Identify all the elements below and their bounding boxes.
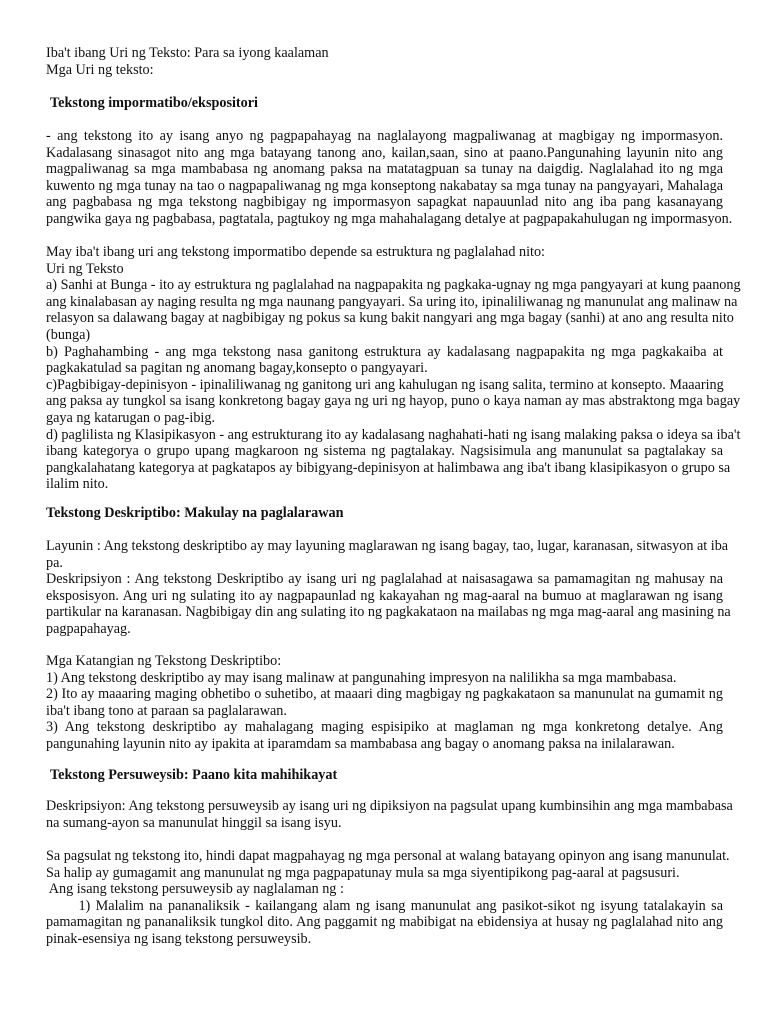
text-line: Layunin : Ang tekstong deskriptibo ay may layuning maglarawan ng isang bagay, tao, lugar, karanasan, sitwasyon at iba	[46, 538, 729, 554]
text-line: ibang kategorya o grupo upang magkaroon ng sistema ng pagtalakay. Nagsisimula ang manunulat sa pagtalakay sa	[46, 443, 723, 460]
section-heading-deskriptibo: Tekstong Deskriptibo: Makulay na paglalarawan	[46, 505, 344, 521]
text-line: d) paglilista ng Klasipikasyon - ang estrukturang ito ay kadalasang naghahati-hati ng isang malaking paksa o ideya sa iba't	[46, 426, 741, 443]
text-line: 1) Malalim na pananaliksik - kailangang alam ng isang manunulat ang pasikot-sikot ng isyung tatalakayin sa	[46, 897, 723, 914]
text-line: Sa pagsulat ng tekstong ito, hindi dapat magpahayag ng mga personal at walang batayang opinyon ang isang manunulat.	[46, 848, 730, 864]
text-line: pangkalahatang kategorya at pagkatapos ay bibigyang-depinisyon at halimbawa ang iba't ibang klasipikasyon o grupo sa	[46, 459, 731, 476]
text-line: ang kinalabasan ay naging resulta ng mga naunang pangyayari. Sa uring ito, ipinaliliwanag ng manunulat ang malinaw na	[46, 293, 738, 310]
document-title: Iba't ibang Uri ng Tekstо: Para sa iyong kaalaman	[46, 45, 329, 61]
text-line: ilalim nito.	[46, 476, 109, 493]
text-line: 1) Ang tekstong deskriptibo ay may isang malinaw at pangunahing impresyon na nalilikha sa mga mambabasa.	[46, 669, 677, 686]
text-line: magpaliwanag sa mga mambabasa ng anomang paksa na matatagpuan sa tunay na daigdig. Naglalahad ito ng mga	[46, 161, 723, 178]
paragraph-uri-ng-teksto	[46, 244, 741, 493]
paragraph-deskripsiyon-persuweysib	[46, 798, 733, 831]
text-line: partikular na karanasan. Nagbibigay din ang sulating ito ng pagkakataon na mailabas ng mga mag-aaral ang masining na	[46, 604, 731, 621]
text-line: eksposisyon. Ang uri ng sulating ito ay nagpapaunlad ng kakayahan ng mag-aaral na bumuo at maglarawan ng isang	[46, 587, 723, 604]
paragraph-katangian	[46, 653, 723, 753]
text-line: 3) Ang tekstong deskriptibo ay mahalagang maging espisipiko at maglaman ng mga konkretong detalye. Ang	[46, 719, 723, 736]
text-line: c)Pagbibigay-depinisyon - ipinaliliwanag ng ganitong uri ang kahulugan ng isang salita, termino at konsepto. Maaaring	[46, 376, 724, 393]
text-line: - ang tekstong ito ay isang anyo ng pagpapahayag na naglalayong magpaliwanag at magbigay ng impormasyon.	[46, 128, 723, 144]
paragraph-persuweysib	[46, 848, 730, 948]
text-line: iba't ibang tono at paraan sa paglalarawan.	[46, 702, 287, 719]
text-line: ang pagbabasa ng mga tekstong nagbibigay ng impormasyon sapagkat napauunlad nito ang iba pang kasanayang	[46, 194, 723, 211]
section-heading-impormatibo: Tekstong impormatibo/ekspositori	[50, 95, 258, 111]
document-header	[46, 45, 723, 78]
text-line: Deskripsiyon: Ang tekstong persuweysib ay isang uri ng dipiksiyon na pagsulat upang kumbinsihin ang mga mambabasa	[46, 798, 733, 814]
paragraph-layunin	[46, 538, 729, 571]
text-line: 2) Ito ay maaaring maging obhetibo o suhetibo, at maaari ding magbigay ng pagkakataon sa manunulat na gumamit ng	[46, 686, 723, 703]
text-line: kuwento ng mga tunay na tao o nagpapaliwanag ng mga konseptong nakabatay sa mga tunay na pangyayari, Mahalaga	[46, 177, 723, 194]
text-line: relasyon sa dalawang bagay at nagbibigay ng pokus sa kung bakit nangyari ang mga bagay (sanhi) at ano ang resulta nito	[46, 310, 734, 327]
text-line: a) Sanhi at Bunga - ito ay estruktura ng paglalahad na nagpapakita ng pagkaka-ugnay ng mga pangyayari at kung paanong	[46, 277, 741, 294]
text-line: pa.	[46, 554, 63, 571]
text-line: pagpapahayag.	[46, 620, 131, 637]
text-line: Ang isang tekstong persuweysib ay naglalaman ng :	[46, 881, 344, 898]
text-line: ang paksa ay tungkol sa isang konkretong bagay gaya ng uri ng hayop, puno o kaya naman ay mas abstraktong mga bagay	[46, 393, 741, 410]
text-line: pagkakatulad sa pagitan ng anomang bagay,konsepto o pangyayari.	[46, 360, 428, 377]
text-line: May iba't ibang uri ang tekstong impormatibo depende sa estruktura ng paglalahad nito:	[46, 244, 545, 260]
text-line: pangwika gaya ng pagbabasa, pagtatala, pagtukoy ng mga mahahalagang detalye at pagpapakahulugan ng impormasyon.	[46, 210, 733, 227]
document-subtitle: Mga Uri ng teksto:	[46, 61, 154, 78]
text-line: na sumang-ayon sa manunulat hinggil sa isang isyu.	[46, 814, 342, 831]
section-heading-persuweysib: Tekstong Persuweysib: Paano kita mahihikayat	[50, 767, 338, 783]
text-line: Sa halip ay gumagamit ang manunulat ng mga pagpapatunay mula sa mga siyentipikong pag-aaral at pagsusuri.	[46, 864, 680, 881]
text-line: pinak-esensiya ng isang tekstong persuweysib.	[46, 930, 312, 947]
paragraph-impormatibo	[46, 128, 733, 228]
text-line: pamamagitan ng pananaliksik tungkol dito. Ang paggamit ng mabibigat na ebidensiya at husay ng paglalahad nito ang	[46, 914, 723, 931]
text-line: pangunahing layunin nito ay ipakita at iparamdam sa mambabasa ang bagay o anomang paksa na inilalarawan.	[46, 735, 675, 752]
text-line: Mga Katangian ng Tekstong Deskriptibo:	[46, 653, 282, 669]
paragraph-deskripsiyon-deskriptibo	[46, 571, 731, 637]
text-line: b) Paghahambing - ang mga tekstong nasa ganitong estruktura ay kadalasang nagpapakita ng mga pagkakaiba at	[46, 343, 723, 360]
text-line: Uri ng Teksto	[46, 260, 124, 277]
text-line: gaya ng katarugan o pag-ibig.	[46, 409, 216, 426]
text-line: (bunga)	[46, 326, 91, 343]
text-line: Deskripsiyon : Ang tekstong Deskriptibo ay isang uri ng paglalahad at naisasagawa sa pamamagitan ng mahusay na	[46, 571, 723, 587]
text-line: Kadalasang sinasagot nito ang mga batayang tanong ano, kailan,saan, sino at paano.Pangunahing layunin nito ang	[46, 144, 723, 161]
